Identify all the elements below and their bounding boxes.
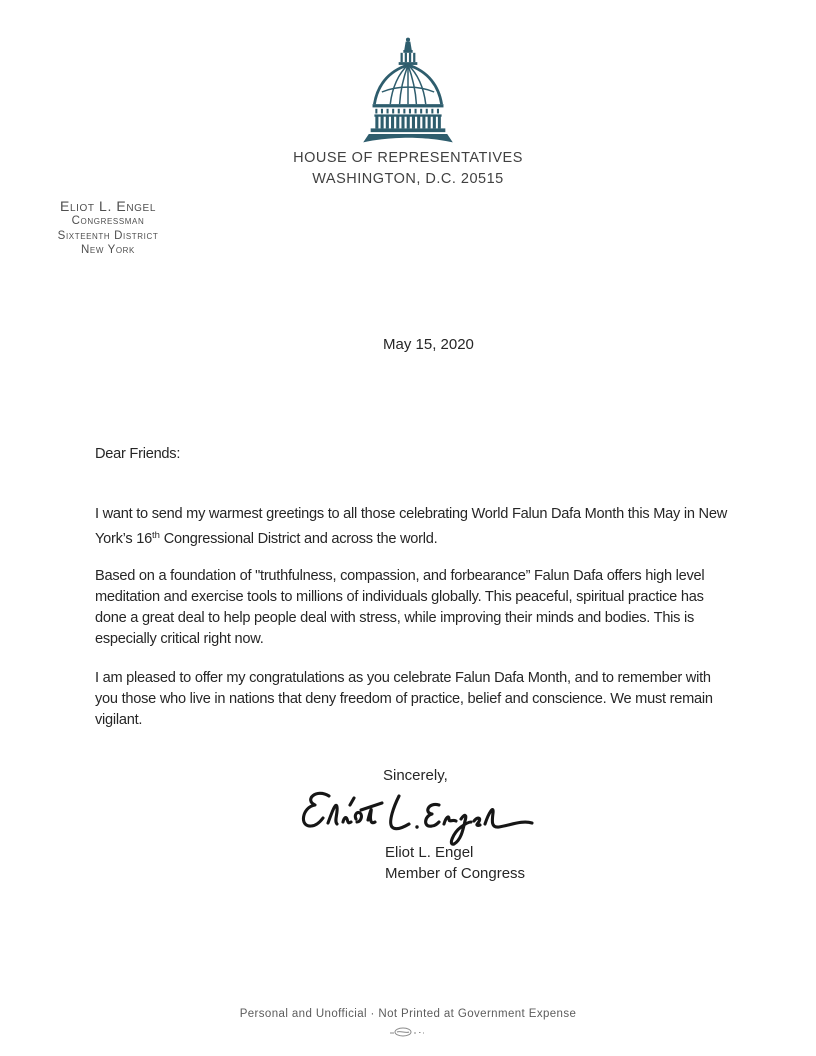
closing: Sincerely, bbox=[383, 767, 448, 784]
union-printer-bug-icon bbox=[388, 1025, 428, 1039]
sender-title: Congressman bbox=[71, 215, 145, 227]
typed-title: Member of Congress bbox=[385, 865, 526, 882]
sender-block bbox=[30, 198, 186, 258]
letterhead-line1: HOUSE OF REPRESENTATIVES bbox=[293, 150, 523, 166]
letterhead bbox=[0, 36, 816, 187]
paragraph-1 bbox=[95, 504, 737, 550]
letterhead-line2: WASHINGTON, D.C. 20515 bbox=[312, 171, 504, 187]
paragraph-1-text: I want to send my warmest greetings to all those celebrating World Falun Dafa Month this May in New York’s 16 bbox=[95, 505, 727, 547]
footer-disclaimer: Personal and Unofficial · Not Printed at Government Expense bbox=[239, 1008, 577, 1020]
salutation: Dear Friends: bbox=[95, 445, 181, 462]
sender-name: Eliot L. Engel bbox=[60, 198, 156, 214]
capitol-dome-icon bbox=[0, 36, 816, 148]
paragraph-1-text-cont: Congressional District and across the world. bbox=[159, 530, 438, 547]
sender-district: Sixteenth District bbox=[57, 229, 159, 242]
typed-name: Eliot L. Engel bbox=[385, 844, 474, 861]
paragraph-2: Based on a foundation of "truthfulness, compassion, and forbearance” Falun Dafa offers high level meditation and exercise tools to millions of individuals globally. This peaceful, spiritual practice has done a great deal to help people deal with stress, while improving their minds and bodies. This is especially critical right now. bbox=[95, 567, 705, 647]
letter-date: May 15, 2020 bbox=[383, 336, 474, 353]
paragraph-3: I am pleased to offer my congratulations as you celebrate Falun Dafa Month, and to remember with you those who live in nations that deny freedom of practice, belief and conscience. We must remain vigilant. bbox=[95, 669, 713, 728]
handwritten-signature bbox=[298, 786, 540, 850]
ordinal-superscript: th bbox=[151, 529, 160, 541]
sender-state: New York bbox=[81, 244, 135, 256]
